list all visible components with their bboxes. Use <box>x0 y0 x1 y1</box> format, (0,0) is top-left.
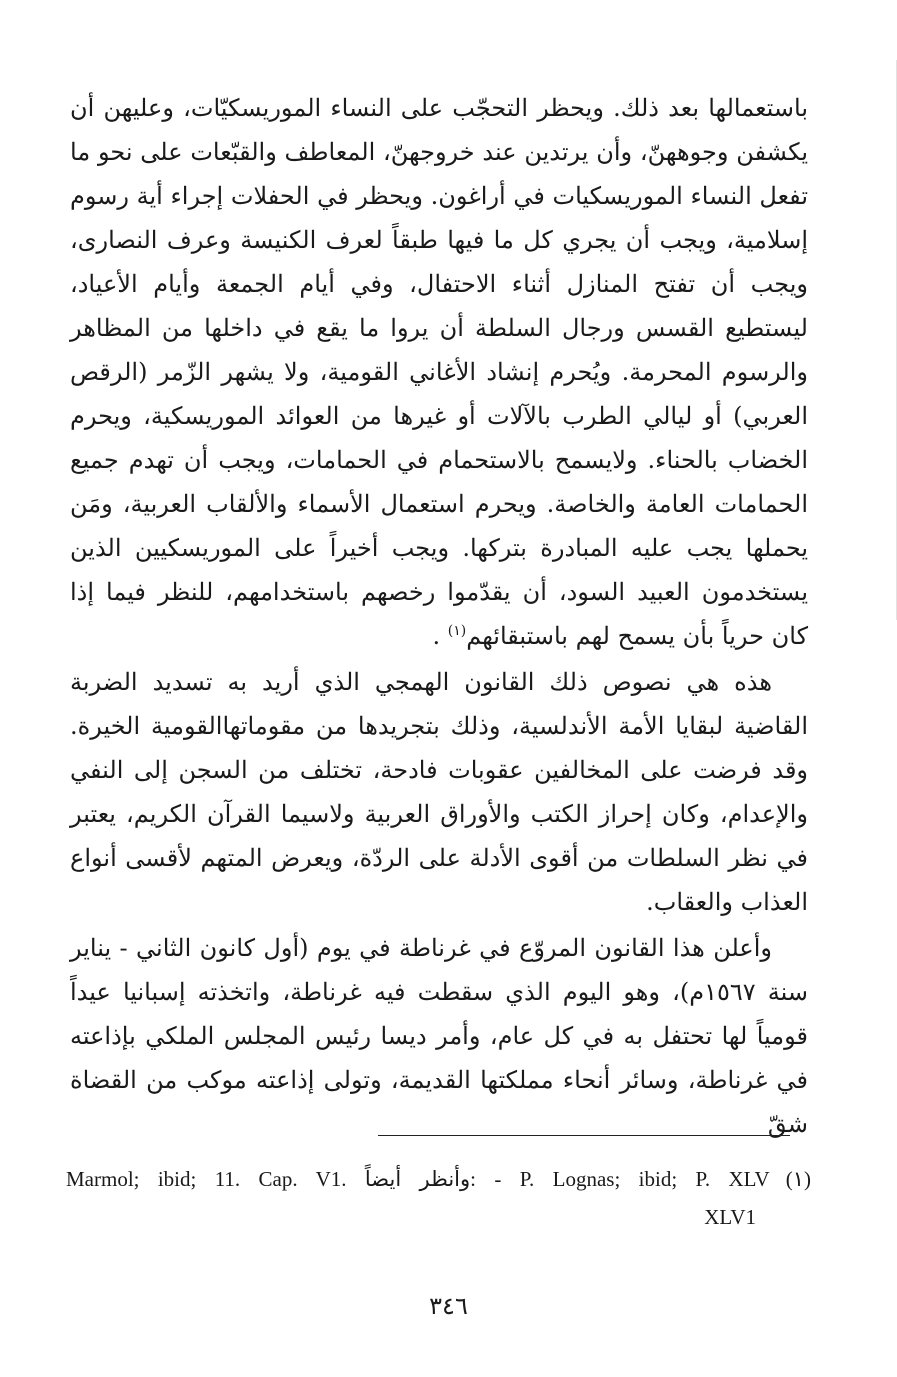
page-number: ٣٤٦ <box>429 1292 468 1320</box>
footnote-reference[interactable]: (١) <box>447 623 467 639</box>
paragraph-1-text: باستعمالها بعد ذلك. ويحظر التحجّب على النساء الموريسكيّات، وعليهن أن يكشفن وجوههنّ، وأن يرتدين عند خروجهنّ، المعاطف والقبّعات على نحو ما تفعل النساء الموريسكيات في أراغون. ويحظر في الحفلات إجراء أية رسوم إسلامية، ويجب أن يجري كل ما فيها طبقاً لعرف الكنيسة وعرف النصارى، ويجب أن تفتح المنازل أثناء الاحتفال، وفي أيام الجمعة وأيام الأعياد، ليستطيع القسس ورجال السلطة أن يروا ما يقع في داخلها من المظاهر والرسوم المحرمة. ويُحرم إنشاد الأغاني القومية، ولا يشهر الزّمر (الرقص العربي) أو ليالي الطرب بالآلات أو غيرها من العوائد الموريسكية، ويحرم الخضاب بالحناء. ولايسمح بالاستحمام في الحمامات، ويجب أن تهدم جميع الحمامات العامة والخاصة. ويحرم استعمال الأسماء والألقاب العربية، ومَن يحملها يجب عليه المبادرة بتركها. ويجب أخيراً على الموريسكيين الذين يستخدمون العبيد السود، أن يقدّموا رخصهم باستخدامهم، للنظر فيما إذا كان حرياً بأن يسمح لهم باستبقائهم <box>70 94 808 650</box>
footnote-separator <box>378 1135 790 1136</box>
paragraph-2-text: هذه هي نصوص ذلك القانون الهمجي الذي أريد به تسديد الضربة القاضية لبقايا الأمة الأندلسية، وذلك بتجريدها من مقوماتهاالقومية الخيرة. وقد فرضت على المخالفين عقوبات فادحة، تختلف من السجن إلى النفي والإعدام، وكان إحراز الكتب والأوراق العربية ولاسيما القرآن الكريم، يعتبر في نظر السلطات من أقوى الأدلة على الردّة، ويعرض المتهم لأقسى أنواع العذاب والعقاب. <box>70 668 808 916</box>
footnote <box>66 1160 811 1236</box>
footnote-line-1 <box>66 1160 811 1198</box>
footnote-marker: (١) <box>785 1167 811 1191</box>
body-paragraph-3 <box>70 926 808 1146</box>
body-paragraph-2 <box>70 660 808 924</box>
paragraph-1-ending: . <box>432 622 448 650</box>
body-paragraph-1 <box>70 86 808 658</box>
footnote-citation: Marmol; ibid; 11. Cap. V1. وأنظر أيضاً: - P. Lognas; ibid; P. XLV <box>66 1167 770 1191</box>
paragraph-3-text: وأعلن هذا القانون المروّع في غرناطة في يوم (أول كانون الثاني - يناير سنة ١٥٦٧م)، وهو اليوم الذي سقطت فيه غرناطة، واتخذته إسبانيا عيداً قومياً لها تحتفل به في كل عام، وأمر ديسا رئيس المجلس الملكي بإذاعته في غرناطة، وسائر أنحاء مملكتها القديمة، وتولى إذاعته موكب من القضاة شقّ <box>70 934 808 1138</box>
footnote-line-2: XLV1 <box>704 1205 756 1229</box>
